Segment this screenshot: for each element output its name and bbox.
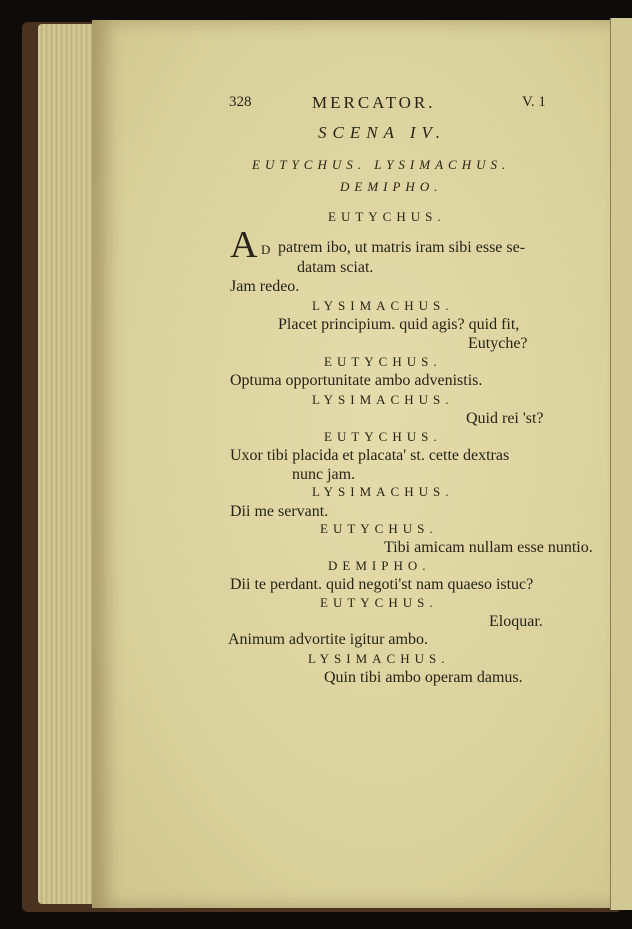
speaker-lysimachus: LYSIMACHUS. bbox=[312, 392, 454, 407]
dialogue-line: Eutyche? bbox=[468, 335, 528, 352]
running-title: MERCATOR. bbox=[312, 93, 436, 112]
page-number: 328 bbox=[229, 94, 252, 110]
speaker-lysimachus: LYSIMACHUS. bbox=[312, 298, 454, 313]
scene-characters-line2: DEMIPHO. bbox=[340, 179, 443, 194]
dialogue-line: Dii me servant. bbox=[230, 503, 329, 520]
dialogue-line: Tibi amicam nullam esse nuntio. bbox=[384, 539, 593, 556]
speaker-eutychus: EUTYCHUS. bbox=[320, 595, 438, 610]
dialogue-line: patrem ibo, ut matris iram sibi esse se- bbox=[278, 239, 526, 256]
scene-title: SCENA IV. bbox=[318, 123, 446, 142]
act-label: V. 1 bbox=[522, 94, 546, 110]
dialogue-line: Animum advortite igitur ambo. bbox=[228, 631, 428, 648]
speaker-lysimachus: LYSIMACHUS. bbox=[312, 484, 454, 499]
dialogue-line: Jam redeo. bbox=[230, 278, 300, 295]
speaker-eutychus: EUTYCHUS. bbox=[328, 209, 446, 224]
facing-page-edge bbox=[610, 18, 632, 910]
speaker-eutychus: EUTYCHUS. bbox=[324, 354, 442, 369]
dialogue-line: Eloquar. bbox=[489, 613, 543, 630]
dialogue-line: Quin tibi ambo operam damus. bbox=[324, 669, 523, 686]
book-page bbox=[92, 20, 610, 908]
drop-cap-continuation: D bbox=[261, 242, 272, 257]
dialogue-line: Quid rei 'st? bbox=[466, 410, 544, 427]
scene-characters-line1: EUTYCHUS. LYSIMACHUS. bbox=[252, 157, 511, 172]
dialogue-line: Placet principium. quid agis? quid fit, bbox=[278, 316, 520, 333]
speaker-eutychus: EUTYCHUS. bbox=[320, 521, 438, 536]
speaker-lysimachus: LYSIMACHUS. bbox=[308, 651, 450, 666]
drop-cap: A bbox=[230, 224, 258, 266]
dialogue-line: Optuma opportunitate ambo advenistis. bbox=[230, 372, 483, 389]
dialogue-line: datam sciat. bbox=[297, 259, 374, 276]
dialogue-line: nunc jam. bbox=[292, 466, 356, 483]
dialogue-line: Uxor tibi placida et placata' st. cette dextras bbox=[230, 447, 510, 464]
dialogue-line: Dii te perdant. quid negoti'st nam quaeso istuc? bbox=[230, 576, 534, 593]
speaker-eutychus: EUTYCHUS. bbox=[324, 429, 442, 444]
speaker-demipho: DEMIPHO. bbox=[328, 558, 431, 573]
